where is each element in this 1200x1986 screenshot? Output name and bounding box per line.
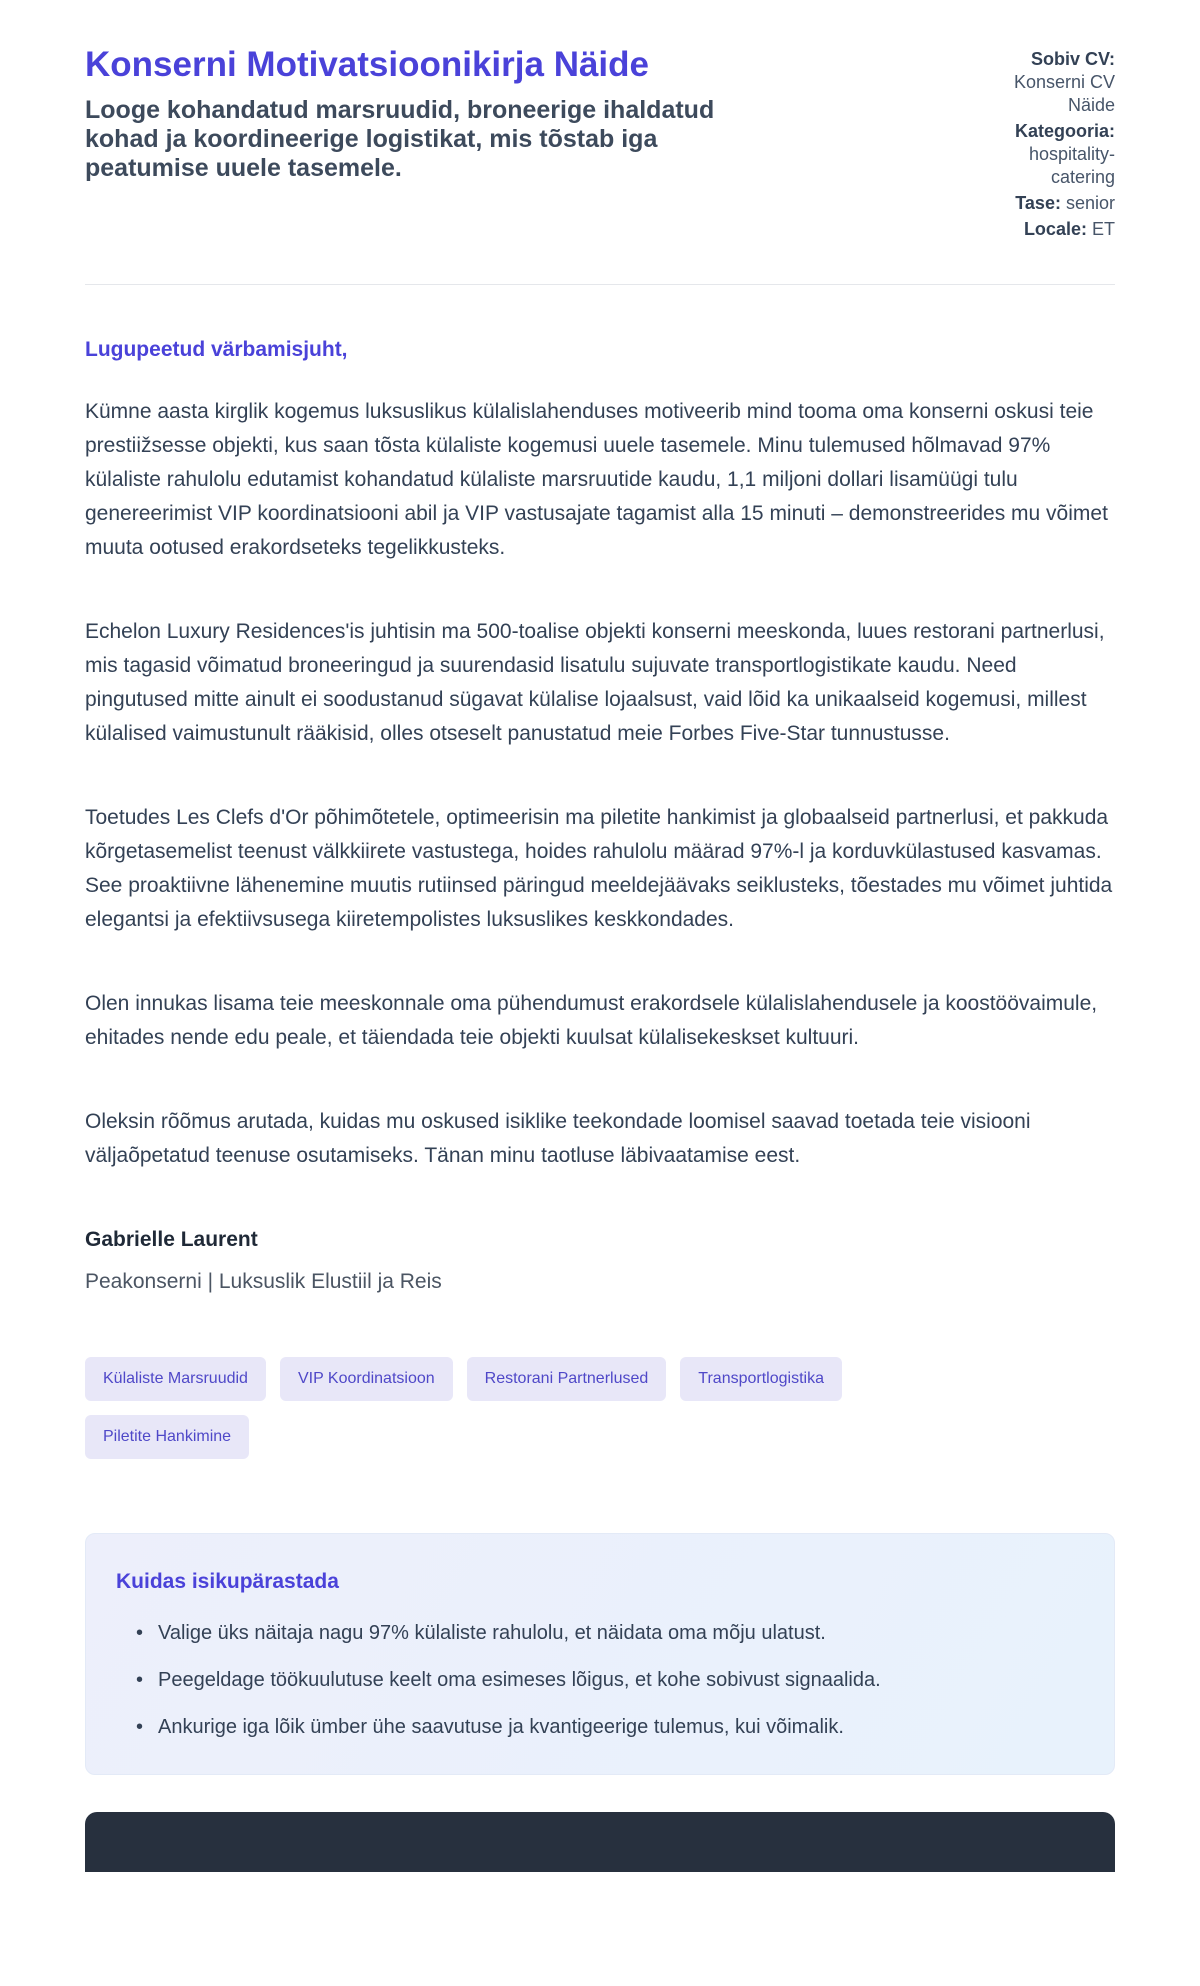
meta-item-category [983,120,1115,189]
letter-paragraph: Oleksin rõõmus arutada, kuidas mu oskused isiklike teekondade loomisel saavad toetada teie visiooni väljaõpetatud teenuse osutamiseks. Tänan minu taotluse läbivaatamise eest. [85,1110,1031,1167]
how-to-personalize-box [85,1533,1115,1775]
meta-item-matching-cv [983,48,1115,117]
signature-name: Gabrielle Laurent [85,1228,258,1251]
tips-list [116,1616,1084,1744]
letter-greeting: Lugupeetud värbamisjuht, [85,338,348,361]
meta-label: Kategooria: [1014,121,1115,141]
letter-paragraph: Kümne aasta kirglik kogemus luksuslikus külalislahenduses motiveerib mind tooma oma konserni oskusi teie prestiižsesse objekti, kus saan tõsta külaliste kogemusi uuele tasemele. Minu tulemused hõlmavad 97% külaliste rahulolu edutamist kohandatud külaliste marsruutide kaudu, 1,1 miljoni dollari lisamüügi tulu genereerimist VIP koordinatsiooni abil ja VIP vastusajate tagamist alla 15 minuti – demonstreerides mu võimet muuta ootused erakordseteks tegelikkusteks. [85,400,1108,559]
tag-chip-restaurant-partnerships[interactable]: Restorani Partnerlused [467,1357,667,1401]
signature-block [85,1223,1115,1299]
title-block [85,44,785,183]
bullet-icon: • [136,1622,144,1644]
tip-item [134,1616,1084,1650]
header-divider [85,284,1115,285]
footer-bar [85,1812,1115,1872]
cover-letter-body [85,333,1115,1299]
tag-chip-transport-logistics[interactable]: Transportlogistika [680,1357,842,1401]
tip-text: Ankurige iga lõik ümber ühe saavutuse ja kvantigeerige tulemus, kui võimalik. [158,1716,844,1738]
tip-item [134,1663,1084,1697]
meta-label: Locale: [1023,219,1087,239]
page-header [85,44,1115,244]
bullet-icon: • [136,1669,144,1691]
page-subtitle: Looge kohandatud marsruudid, broneerige ihaldatud kohad ja koordineerige logistikat, mis tõstab iga peatumise uuele tasemele. [85,96,715,182]
meta-value: Konserni CV Näide [1013,72,1115,115]
page-title: Konserni Motivatsioonikirja Näide [85,45,649,84]
meta-value: senior [1065,193,1115,213]
letter-paragraph: Toetudes Les Clefs d'Or põhimõtetele, optimeerisin ma piletite hankimist ja globaalseid partnerlusi, et pakkuda kõrgetasemelist teenust välkkiirete vastustega, hoides rahulolu määrad 97%-l ja korduvkülastused kasvamas. See proaktiivne lähenemine muutis rutiinsed päringud meeldejäävaks seiklusteks, tõestades mu võimet juhtida elegantsi ja efektiivsusega kiiretempolistes luksuslikes keskkondades. [85,806,1113,931]
meta-value: hospitality-catering [1028,144,1115,187]
bullet-icon: • [136,1716,144,1738]
tag-chip-ticket-sourcing[interactable]: Piletite Hankimine [85,1415,249,1459]
meta-item-level [983,192,1115,215]
meta-label: Sobiv CV: [1030,49,1115,69]
meta-label: Tase: [1015,193,1061,213]
letter-paragraph: Echelon Luxury Residences'is juhtisin ma 500-toalise objekti konserni meeskonda, luues restorani partnerlusi, mis tagasid võimatud broneeringud ja suurendasid lisatulu sujuvate transportlogistikate kaudu. Need pingutused mitte ainult ei soodustanud sügavat külalise lojaalsust, vaid lõid ka unikaalseid kogemusi, millest külalised vaimustunult rääkisid, olles otseselt panustatud meie Forbes Five-Star tunnustusse. [85,620,1105,745]
tag-chip-guest-itineraries[interactable]: Külaliste Marsruudid [85,1357,266,1401]
letter-paragraph: Olen innukas lisama teie meeskonnale oma pühendumust erakordsele külalislahendusele ja koostöövaimule, ehitades nende edu peale, et täiendada teie objekti kuulsat külalisekeskset kultuuri. [85,992,1098,1049]
tip-text: Peegeldage töökuulutuse keelt oma esimeses lõigus, et kohe sobivust signaalida. [158,1669,881,1691]
tips-title: Kuidas isikupärastada [116,1570,339,1593]
tip-item [134,1710,1084,1744]
tip-text: Valige üks näitaja nagu 97% külaliste rahulolu, et näidata oma mõju ulatust. [158,1622,826,1644]
signature-role: Peakonserni | Luksuslik Elustiil ja Reis [85,1270,442,1293]
meta-item-locale [983,218,1115,241]
skill-tags [85,1357,945,1459]
tag-chip-vip-coordination[interactable]: VIP Koordinatsioon [280,1357,453,1401]
meta-value: ET [1091,219,1115,239]
page-container [85,0,1115,1872]
meta-block [983,44,1115,244]
